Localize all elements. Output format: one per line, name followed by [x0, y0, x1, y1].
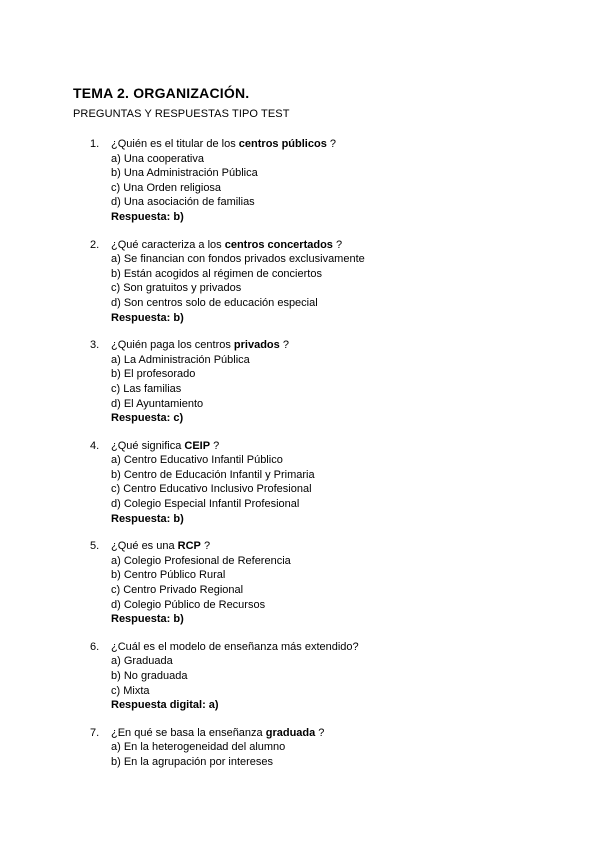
document-subtitle: PREGUNTAS Y RESPUESTAS TIPO TEST	[73, 108, 290, 120]
question-keyword: graduada	[265, 726, 316, 739]
question-text: ¿Qué caracteriza a los centros concertados ?	[111, 238, 343, 251]
question-text: ¿Cuál es el modelo de enseñanza más extendido?	[111, 640, 359, 653]
answer-option: b) El profesorado	[111, 368, 196, 381]
answer-option: c) Las familias	[111, 382, 182, 395]
question-text: ¿Qué es una RCP ?	[111, 540, 211, 553]
question-number: 6.	[90, 640, 100, 653]
answer-option: c) Centro Educativo Inclusivo Profesional	[111, 483, 312, 496]
question-item	[0, 238, 600, 326]
question-keyword: RCP	[177, 540, 201, 553]
question-keyword: centros concertados	[224, 238, 333, 251]
question-number: 4.	[90, 439, 100, 452]
question-item	[0, 439, 600, 527]
question-keyword: CEIP	[184, 439, 211, 452]
answer-option: c) Una Orden religiosa	[111, 181, 222, 194]
question-number: 5.	[90, 540, 100, 553]
correct-answer: Respuesta: b)	[111, 210, 184, 223]
answer-option: d) Colegio Público de Recursos	[111, 598, 266, 611]
answer-option: b) Centro de Educación Infantil y Primaria	[111, 468, 315, 481]
correct-answer: Respuesta: b)	[111, 512, 184, 525]
document-title: TEMA 2. ORGANIZACIÓN.	[73, 85, 250, 101]
correct-answer: Respuesta: b)	[111, 311, 184, 324]
answer-option: b) Están acogidos al régimen de conciertos	[111, 267, 322, 280]
question-number: 1.	[90, 138, 100, 150]
correct-answer: Respuesta: c)	[111, 412, 184, 425]
answer-option: d) Colegio Especial Infantil Profesional	[111, 498, 300, 511]
answer-option: c) Son gratuitos y privados	[111, 282, 242, 295]
answer-option: b) Una Administración Pública	[111, 167, 258, 180]
answer-option: a) La Administración Pública	[111, 353, 250, 366]
answer-option: a) En la heterogeneidad del alumno	[111, 741, 286, 754]
question-item	[0, 338, 600, 426]
answer-option: b) En la agrupación por intereses	[111, 755, 274, 768]
answer-option: a) Colegio Profesional de Referencia	[111, 554, 291, 567]
answer-option: a) Centro Educativo Infantil Público	[111, 454, 283, 467]
answer-option: b) No graduada	[111, 670, 188, 682]
question-item	[0, 539, 600, 627]
question-item	[0, 640, 600, 713]
question-number: 3.	[90, 339, 100, 352]
question-item	[0, 137, 600, 225]
answer-option: a) Una cooperativa	[111, 152, 204, 165]
question-text: ¿En qué se basa la enseñanza graduada ?	[111, 726, 325, 739]
question-list	[0, 137, 600, 783]
answer-option: b) Centro Público Rural	[111, 569, 226, 582]
question-item	[0, 726, 600, 770]
answer-option: c) Centro Privado Regional	[111, 584, 244, 597]
correct-answer: Respuesta digital: a)	[111, 699, 219, 712]
answer-option: a) Graduada	[111, 655, 173, 668]
question-keyword: centros públicos	[238, 138, 327, 150]
question-text: ¿Quién paga los centros privados ?	[111, 339, 289, 352]
question-number: 7.	[90, 726, 100, 739]
answer-option: d) Son centros solo de educación especial	[111, 296, 318, 309]
correct-answer: Respuesta: b)	[111, 613, 184, 626]
answer-option: c) Mixta	[111, 684, 150, 697]
answer-option: d) Una asociación de familias	[111, 196, 255, 209]
answer-option: a) Se financian con fondos privados exclusivamente	[111, 253, 365, 266]
question-keyword: privados	[233, 339, 280, 352]
question-number: 2.	[90, 238, 100, 251]
answer-option: d) El Ayuntamiento	[111, 397, 204, 410]
question-text: ¿Quién es el titular de los centros públicos ?	[111, 138, 337, 150]
question-text: ¿Qué significa CEIP ?	[111, 439, 220, 452]
